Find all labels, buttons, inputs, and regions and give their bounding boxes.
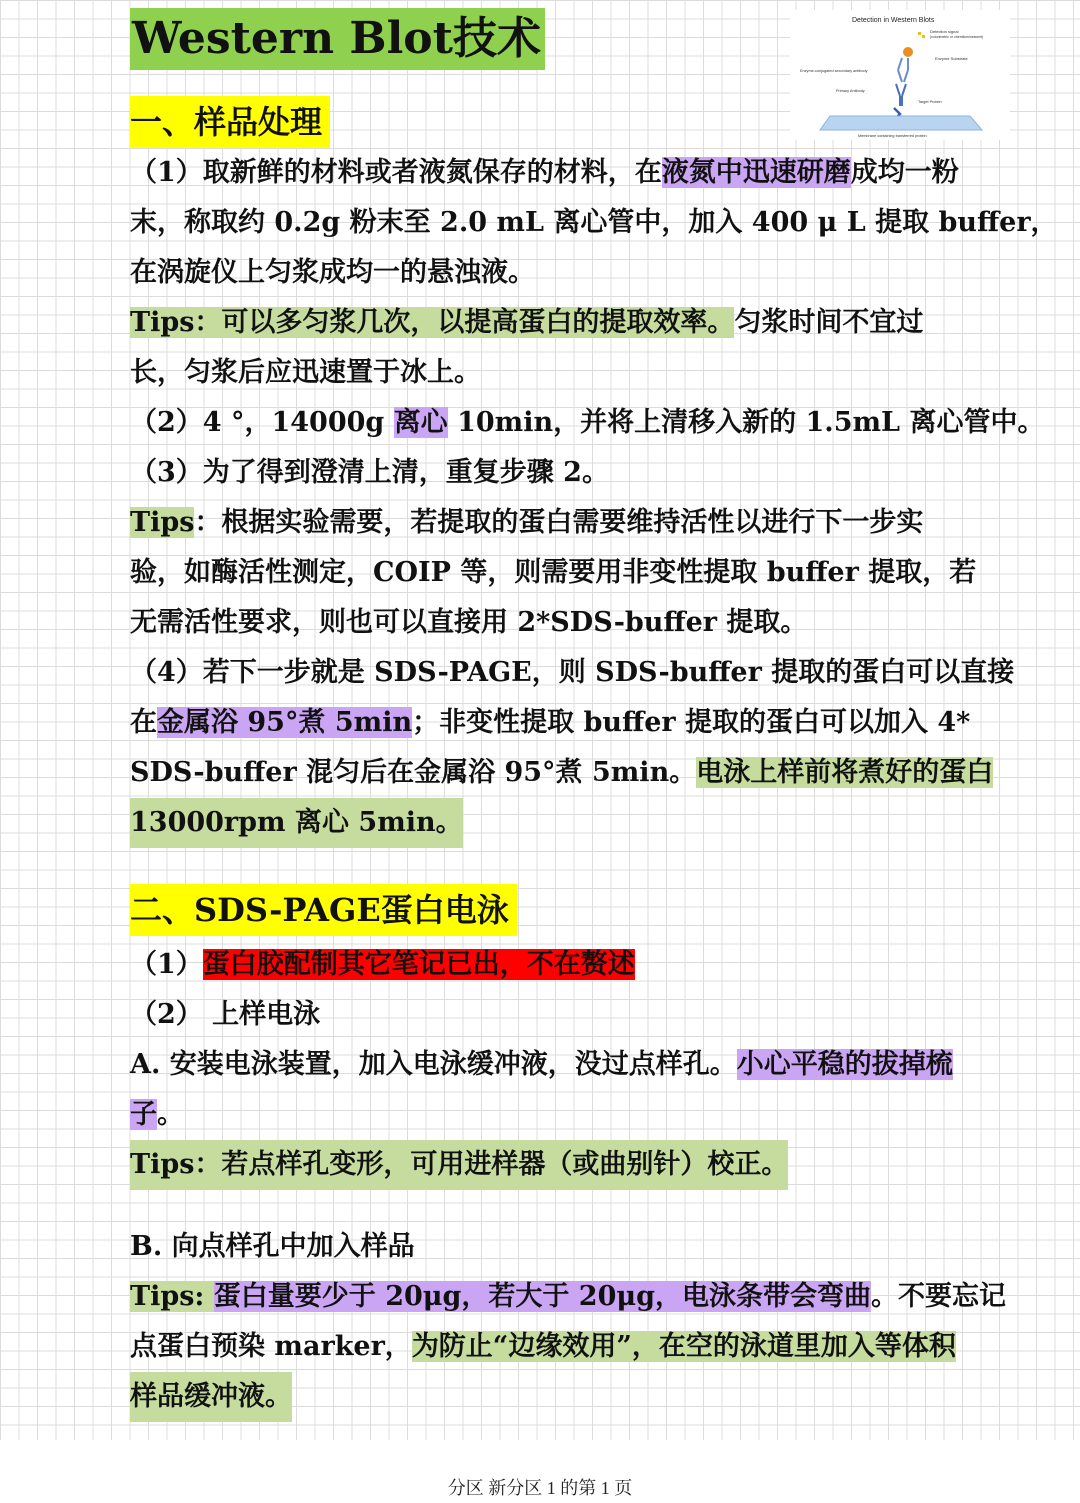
step4-line3 [130, 748, 993, 798]
tip2-line2: 验，如酶活性测定，COIP 等，则需要用非变性提取 buffer 提取，若 [130, 557, 977, 588]
label-detection-signal: Detection signal [930, 29, 959, 34]
s2-b-line3: 样品缓冲液。 [130, 1372, 292, 1422]
s2-a-text: A. 安装电泳装置，加入电泳缓冲液，没过点样孔。 [130, 1049, 737, 1080]
label-primary-antibody: Primary Antibody [836, 89, 865, 93]
s2-b-line2 [130, 1322, 956, 1372]
s2-b-purple-highlight: 蛋白量要少于 20μg，若大于 20μg，电泳条带会弯曲 [213, 1281, 872, 1312]
tip2-highlight: Tips [130, 507, 195, 538]
section1-heading: 一、样品处理 [130, 96, 330, 148]
page-footer: 分区 新分区 1 的第 1 页 [447, 1478, 633, 1498]
step4-line1: （4）若下一步就是 SDS-PAGE，则 SDS-buffer 提取的蛋白可以直接 [130, 657, 1015, 688]
s2-b-heading: B. 向点样孔中加入样品 [130, 1231, 415, 1262]
signal-dot-2 [922, 35, 925, 38]
step3-line: （3）为了得到澄清上清，重复步骤 2。 [130, 457, 609, 488]
step1-text-c: 成均一粉 [850, 157, 959, 188]
step4-highlight: 金属浴 95°煮 5min [157, 707, 413, 738]
signal-dot-1 [918, 32, 921, 35]
tip1-highlight: Tips：可以多匀浆几次，以提高蛋白的提取效率。 [130, 307, 735, 338]
label-target-protein: Target Protein [918, 100, 942, 104]
label-enzyme-substrate: Enzyme Substrate [935, 56, 968, 61]
label-detection-signal-sub: (colorimetric or chemiluminescent) [930, 35, 984, 39]
step2-highlight: 离心 [393, 407, 448, 438]
step2-text-a: （2）4 °，14000g [130, 407, 394, 438]
step2-text-c: 10min，并将上清移入新的 1.5mL 离心管中。 [447, 407, 1045, 438]
step2-line [130, 398, 1044, 448]
s2-b-tips-label: Tips: [130, 1281, 214, 1312]
membrane-shape [820, 116, 982, 130]
step1-line2: 末，称取约 0.2g 粉末至 2.0 mL 离心管中，加入 400 μ L 提取 buffer， [130, 207, 1058, 238]
step1-text-a: （1）取新鲜的材料或者液氮保存的材料，在 [130, 157, 662, 188]
s2-b-green-highlight: 为防止“边缘效用”，在空的泳道里加入等体积 [411, 1331, 956, 1362]
tip2-line1 [130, 498, 923, 548]
s2-a-line1 [130, 1040, 953, 1090]
enzyme-circle [903, 47, 913, 57]
s2-step1-red-highlight: 蛋白胶配制其它笔记已出，不在赘述 [202, 949, 635, 980]
s2-step1-line [130, 940, 635, 990]
section2-heading: 二、SDS-PAGE蛋白电泳 [130, 884, 517, 936]
western-blot-diagram [790, 10, 1010, 140]
s2-a-highlight-2: 子 [130, 1099, 157, 1130]
tip2-text: ：根据实验需要，若提取的蛋白需要维持活性以进行下一步实 [194, 507, 924, 538]
s2-b-text-2: 点蛋白预染 marker， [130, 1331, 412, 1362]
s2-a-line2 [130, 1090, 184, 1140]
step4-text-d: SDS-buffer 混匀后在金属浴 95°煮 5min。 [130, 757, 697, 788]
tip1-line2: 长，匀浆后应迅速置于冰上。 [130, 357, 481, 388]
tip1-text: 匀浆时间不宜过 [734, 307, 924, 338]
diagram-title: Detection in Western Blots [852, 17, 935, 24]
step1-line1 [130, 148, 959, 198]
step4-line4: 13000rpm 离心 5min。 [130, 798, 463, 848]
s2-b-text: 。不要忘记 [871, 1281, 1007, 1312]
step1-line3: 在涡旋仪上匀浆成均一的悬浊液。 [130, 257, 535, 288]
label-secondary-antibody: Enzyme-conjugated secondary antibody [800, 69, 868, 73]
s2-a-highlight: 小心平稳的拔掉梳 [736, 1049, 953, 1080]
s2-b-line1 [130, 1272, 1006, 1322]
s2-step2-line: （2） 上样电泳 [130, 999, 321, 1030]
tip2-line3: 无需活性要求，则也可以直接用 2*SDS-buffer 提取。 [130, 607, 808, 638]
step4-green-highlight: 电泳上样前将煮好的蛋白 [696, 757, 994, 788]
secondary-antibody-shape [898, 58, 908, 82]
primary-antibody-shape [896, 84, 906, 106]
label-membrane: Membrane containing transferred protein [858, 134, 927, 138]
tip1-line1 [130, 298, 923, 348]
s2-tip-a-line: Tips：若点样孔变形，可用进样器（或曲别针）校正。 [130, 1140, 788, 1190]
page-title: Western Blot技术 [130, 8, 545, 70]
s2-a-text-2: 。 [157, 1099, 184, 1130]
step1-highlight: 液氮中迅速研磨 [661, 157, 851, 188]
s2-step1-text: （1） [130, 949, 203, 980]
step4-text-c: ；非变性提取 buffer 提取的蛋白可以加入 4* [412, 707, 971, 738]
step4-line2 [130, 698, 970, 748]
step4-text-a: 在 [130, 707, 157, 738]
